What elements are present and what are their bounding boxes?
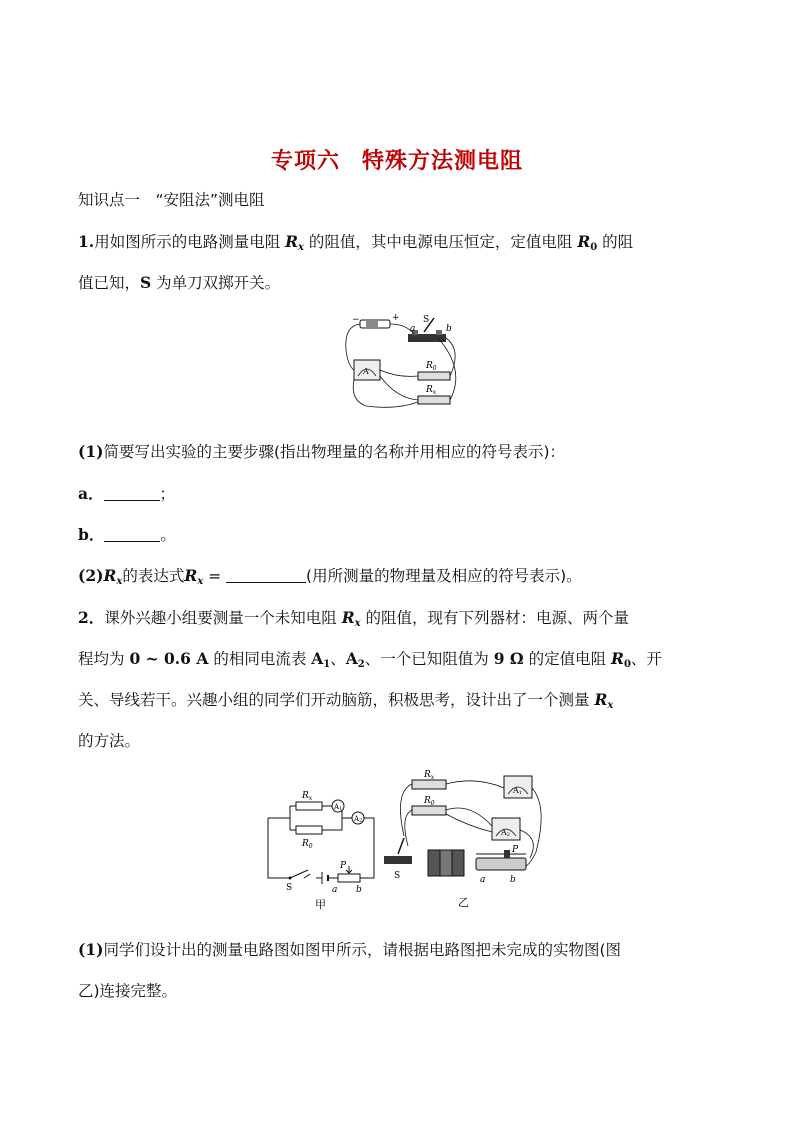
ammeter-a1: A bbox=[311, 649, 324, 668]
jia-a-label: a bbox=[332, 885, 338, 895]
yi-r0-label-sub: 0 bbox=[430, 800, 435, 807]
yi-p-label: P bbox=[512, 845, 519, 855]
step-a-end: ； bbox=[159, 485, 176, 503]
title-part2: 特殊方法测电阻 bbox=[362, 149, 524, 174]
q1-sub1-text: 简要写出实验的主要步骤(指出物理量的名称并用相应的符号表示)： bbox=[103, 443, 566, 461]
var-rx: R bbox=[594, 690, 608, 709]
ammeter-label: A bbox=[363, 367, 369, 376]
answer-blank-b[interactable] bbox=[104, 527, 160, 542]
q2-text: 的定值电阻 bbox=[523, 650, 612, 668]
var-rx: R bbox=[103, 566, 117, 585]
var-rx-sub: x bbox=[607, 700, 614, 711]
q2-line-3 bbox=[78, 690, 613, 716]
q1-text: 为单刀双掷开关。 bbox=[151, 274, 281, 292]
q1-step-a bbox=[78, 484, 175, 504]
var-r0-sub: 0 bbox=[623, 659, 631, 670]
q1-text: 的阻 bbox=[597, 233, 634, 251]
rx-label-sub: x bbox=[432, 389, 437, 396]
q2-sub1-number: (1) bbox=[78, 940, 104, 959]
q1-sub1-number: (1) bbox=[78, 442, 104, 461]
q1-step-b bbox=[78, 525, 176, 545]
switch-s-label: S bbox=[423, 315, 430, 325]
ammeter-range: 0 ~ 0.6 A bbox=[129, 649, 209, 668]
yi-a2-label: A bbox=[501, 828, 507, 837]
q1-text: 用如图所示的电路测量电阻 bbox=[94, 233, 286, 251]
var-r0: R bbox=[577, 232, 591, 251]
terminal-b-label: b bbox=[446, 324, 452, 334]
var-r0-sub: 0 bbox=[590, 242, 598, 253]
q1-sub1 bbox=[78, 442, 565, 462]
q2-text: 关、导线若干。兴趣小组的同学们开动脑筋，积极思考，设计出了一个测量 bbox=[78, 691, 595, 709]
svg-text:Rx bbox=[425, 385, 437, 396]
q2-sub1-text: 同学们设计出的测量电路图如图甲所示，请根据电路图把未完成的实物图(图 bbox=[103, 941, 622, 959]
jia-a1-label-sub: 1 bbox=[339, 806, 343, 812]
q2-sub1-line-1 bbox=[78, 940, 621, 960]
q1-number: 1. bbox=[78, 232, 95, 251]
ammeter-a2: A bbox=[345, 649, 358, 668]
figure-jia-caption: 甲 bbox=[315, 898, 326, 910]
title-part1: 专项六 bbox=[270, 149, 340, 174]
var-rx-sub: x bbox=[116, 576, 123, 587]
rx-label: R bbox=[426, 385, 433, 395]
ammeter-a2-sub: 2 bbox=[357, 659, 365, 670]
q2-line-4: 的方法。 bbox=[78, 732, 141, 750]
q2-number: 2． bbox=[78, 608, 105, 627]
q1-line-2 bbox=[78, 273, 280, 293]
figure-jia-circuit bbox=[260, 766, 382, 910]
q2-text: 、开 bbox=[630, 650, 662, 668]
q2-text: 程均为 bbox=[78, 650, 130, 668]
q2-text: 的阻值，现有下列器材：电源、两个量 bbox=[360, 609, 630, 627]
step-b-label: b． bbox=[78, 525, 105, 544]
yi-r0-label: R bbox=[424, 796, 431, 806]
var-rx-sub: x bbox=[298, 242, 304, 253]
svg-text:R0 bbox=[423, 796, 435, 807]
battery-minus: − bbox=[352, 315, 360, 325]
yi-b-label: b bbox=[510, 875, 516, 885]
answer-blank-rx[interactable] bbox=[226, 568, 306, 583]
yi-a-label: a bbox=[480, 875, 486, 885]
jia-p-label: P bbox=[340, 861, 347, 871]
q2-line-2 bbox=[78, 649, 662, 675]
svg-text:R0 bbox=[301, 839, 313, 850]
q2-text: 、一个已知阻值为 bbox=[364, 650, 494, 668]
section-heading: 知识点一 “安阻法”测电阻 bbox=[78, 191, 265, 209]
q1-text: 值已知， bbox=[78, 274, 141, 292]
svg-text:Rx bbox=[301, 791, 313, 802]
figure-yi-apparatus bbox=[380, 766, 550, 914]
yi-a1-label-sub: 1 bbox=[518, 790, 522, 796]
q1-sub2-text: 的表达式 bbox=[122, 567, 185, 585]
jia-s-label: S bbox=[286, 883, 293, 893]
r0-label-sub: 0 bbox=[432, 365, 437, 372]
yi-a2-label-sub: 2 bbox=[506, 832, 510, 838]
q2-line-1 bbox=[78, 608, 629, 634]
var-rx-sub: x bbox=[197, 576, 204, 587]
svg-text:Rx bbox=[423, 770, 435, 781]
resistance-value: 9 Ω bbox=[493, 649, 524, 668]
battery-plus: + bbox=[392, 313, 400, 323]
q1-line-1 bbox=[78, 232, 633, 258]
step-a-label: a． bbox=[78, 484, 104, 503]
ammeter-a1-sub: 1 bbox=[323, 659, 331, 670]
page-title bbox=[0, 144, 794, 175]
q2-text: 的相同电流表 bbox=[208, 650, 312, 668]
jia-a2-label: A bbox=[354, 815, 360, 823]
jia-b-label: b bbox=[356, 885, 362, 895]
var-rx: R bbox=[341, 608, 355, 627]
equals-sign: = bbox=[203, 567, 227, 585]
var-r0: R bbox=[611, 649, 624, 668]
q1-sub2-text: (用所测量的物理量及相应的符号表示)。 bbox=[306, 567, 582, 585]
q1-sub2 bbox=[78, 566, 582, 592]
answer-blank-a[interactable] bbox=[104, 486, 160, 501]
terminal-a-label: a bbox=[410, 324, 416, 334]
jia-rx-label-sub: x bbox=[308, 795, 313, 802]
jia-r0-label-sub: 0 bbox=[308, 843, 313, 850]
q2-sub1-line-2: 乙)连接完整。 bbox=[78, 982, 178, 1000]
yi-a1-label: A bbox=[513, 786, 519, 795]
switch-symbol: S bbox=[140, 273, 152, 292]
step-b-end: 。 bbox=[160, 526, 176, 544]
q1-sub2-number: (2) bbox=[78, 566, 104, 585]
q1-circuit-figure bbox=[336, 310, 466, 412]
yi-s-label: S bbox=[394, 871, 401, 881]
jia-rx-label: R bbox=[302, 791, 309, 801]
yi-rx-label: R bbox=[424, 770, 431, 780]
var-rx: R bbox=[285, 232, 299, 251]
jia-a2-label-sub: 2 bbox=[359, 818, 363, 824]
figure-yi-caption: 乙 bbox=[458, 896, 469, 909]
jia-a1-label: A bbox=[334, 803, 340, 811]
svg-text:R0 bbox=[425, 361, 437, 372]
yi-rx-label-sub: x bbox=[430, 774, 435, 781]
q1-text: 的阻值，其中电源电压恒定，定值电阻 bbox=[303, 233, 578, 251]
var-rx-sub: x bbox=[354, 618, 361, 629]
jia-r0-label: R bbox=[302, 839, 309, 849]
q2-text: 课外兴趣小组要测量一个未知电阻 bbox=[104, 609, 342, 627]
var-rx: R bbox=[184, 566, 198, 585]
q2-text: 、 bbox=[330, 650, 346, 668]
r0-label: R bbox=[426, 361, 433, 371]
